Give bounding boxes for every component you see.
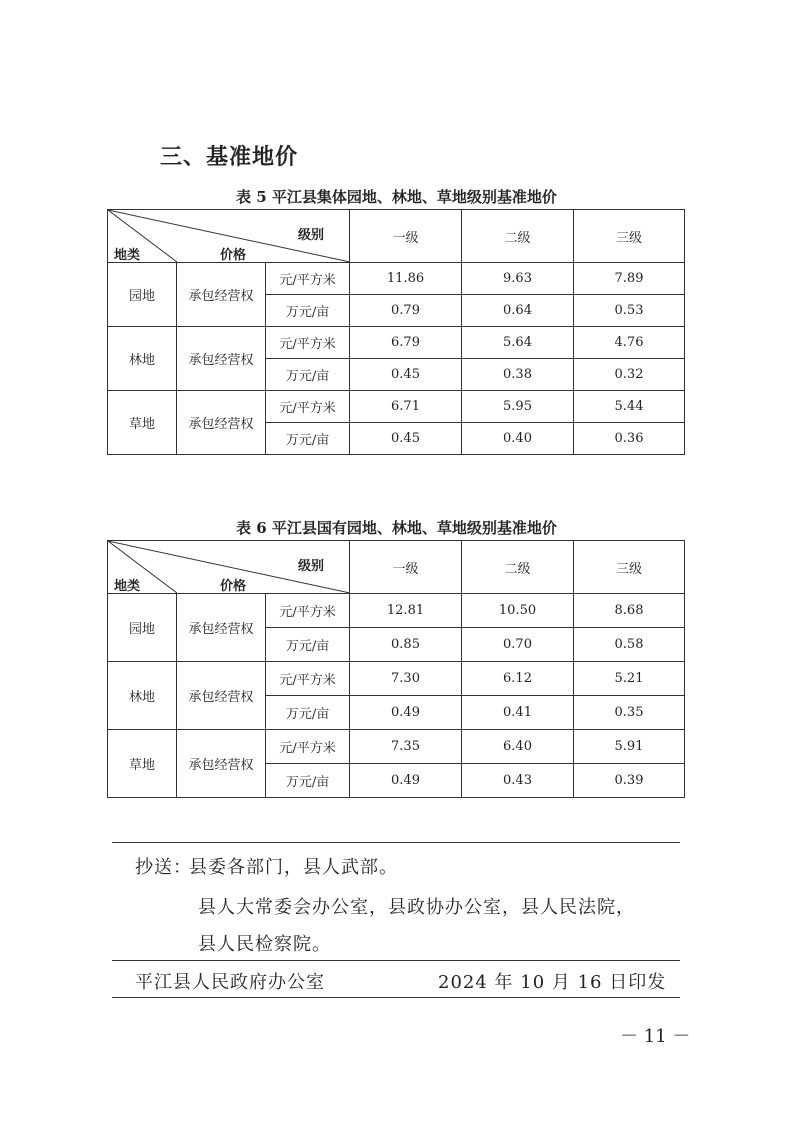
value-cell: 7.30 (350, 662, 462, 696)
value-cell: 0.70 (462, 628, 574, 662)
cc-label: 抄送： (135, 857, 192, 878)
grade-header-1: 一级 (350, 541, 462, 594)
value-cell: 0.49 (350, 764, 462, 798)
issue-date: 2024 年 10 月 16 日印发 (438, 972, 667, 993)
value-cell: 12.81 (350, 594, 462, 628)
value-cell: 6.40 (462, 730, 574, 764)
value-cell: 0.35 (574, 696, 685, 730)
value-cell: 0.49 (350, 696, 462, 730)
unit-cell: 元/平方米 (266, 662, 350, 696)
value-cell: 7.89 (574, 263, 685, 295)
header-land-label: 地类 (114, 248, 141, 263)
value-cell: 0.64 (462, 295, 574, 327)
unit-cell: 万元/亩 (266, 359, 350, 391)
page-number: － 11 － (620, 1026, 691, 1047)
header-land-label: 地类 (114, 579, 141, 594)
value-cell: 6.71 (350, 391, 462, 423)
table-row (108, 730, 685, 764)
table5-caption: 表 5 平江县集体园地、林地、草地级别基准地价 (236, 188, 557, 206)
table-row (108, 327, 685, 359)
grade-header-2: 二级 (462, 210, 574, 263)
cc-middle-rule (112, 960, 680, 961)
grade-header-2: 二级 (462, 541, 574, 594)
unit-cell: 元/平方米 (266, 730, 350, 764)
value-cell: 11.86 (350, 263, 462, 295)
cc-top-rule (112, 842, 680, 843)
right-type-cell: 承包经营权 (177, 263, 266, 327)
cc-line-2: 县人大常委会办公室，县政协办公室，县人民法院， (198, 897, 635, 918)
value-cell: 0.45 (350, 423, 462, 455)
value-cell: 0.45 (350, 359, 462, 391)
section-heading: 三、基准地价 (160, 145, 299, 170)
value-cell: 0.41 (462, 696, 574, 730)
land-type-cell: 园地 (108, 263, 177, 327)
value-cell: 8.68 (574, 594, 685, 628)
value-cell: 4.76 (574, 327, 685, 359)
grade-header-1: 一级 (350, 210, 462, 263)
header-price-label: 价格 (220, 248, 247, 263)
value-cell: 0.85 (350, 628, 462, 662)
footer-bottom-rule (112, 997, 680, 998)
value-cell: 0.40 (462, 423, 574, 455)
unit-cell: 万元/亩 (266, 764, 350, 798)
table5 (107, 209, 685, 455)
grade-header-3: 三级 (574, 541, 685, 594)
value-cell: 0.39 (574, 764, 685, 798)
value-cell: 0.32 (574, 359, 685, 391)
value-cell: 9.63 (462, 263, 574, 295)
unit-cell: 元/平方米 (266, 263, 350, 295)
right-type-cell: 承包经营权 (177, 391, 266, 455)
right-type-cell: 承包经营权 (177, 662, 266, 730)
header-corner-cell (108, 210, 350, 263)
value-cell: 0.53 (574, 295, 685, 327)
land-type-cell: 草地 (108, 391, 177, 455)
unit-cell: 元/平方米 (266, 327, 350, 359)
value-cell: 0.36 (574, 423, 685, 455)
table-header-row (108, 541, 685, 594)
value-cell: 0.38 (462, 359, 574, 391)
value-cell: 5.44 (574, 391, 685, 423)
land-type-cell: 林地 (108, 662, 177, 730)
unit-cell: 元/平方米 (266, 594, 350, 628)
cc-line-3: 县人民检察院。 (198, 934, 331, 955)
table-row (108, 594, 685, 628)
unit-cell: 万元/亩 (266, 295, 350, 327)
right-type-cell: 承包经营权 (177, 594, 266, 662)
unit-cell: 万元/亩 (266, 423, 350, 455)
header-grade-label: 级别 (298, 228, 325, 243)
value-cell: 5.64 (462, 327, 574, 359)
table-row (108, 662, 685, 696)
header-price-label: 价格 (220, 579, 247, 594)
table6-caption: 表 6 平江县国有园地、林地、草地级别基准地价 (236, 519, 557, 537)
value-cell: 0.79 (350, 295, 462, 327)
land-type-cell: 草地 (108, 730, 177, 798)
header-grade-label: 级别 (298, 559, 325, 574)
table-row (108, 391, 685, 423)
table-row (108, 263, 685, 295)
value-cell: 7.35 (350, 730, 462, 764)
value-cell: 5.91 (574, 730, 685, 764)
unit-cell: 万元/亩 (266, 696, 350, 730)
unit-cell: 元/平方米 (266, 391, 350, 423)
cc-line-1: 县委各部门，县人武部。 (189, 857, 398, 878)
value-cell: 6.79 (350, 327, 462, 359)
header-corner-cell (108, 541, 350, 594)
value-cell: 0.58 (574, 628, 685, 662)
value-cell: 5.21 (574, 662, 685, 696)
table6 (107, 540, 685, 798)
value-cell: 5.95 (462, 391, 574, 423)
value-cell: 10.50 (462, 594, 574, 628)
land-type-cell: 园地 (108, 594, 177, 662)
unit-cell: 万元/亩 (266, 628, 350, 662)
table-header-row (108, 210, 685, 263)
value-cell: 6.12 (462, 662, 574, 696)
right-type-cell: 承包经营权 (177, 730, 266, 798)
issuer-name: 平江县人民政府办公室 (135, 972, 325, 993)
right-type-cell: 承包经营权 (177, 327, 266, 391)
value-cell: 0.43 (462, 764, 574, 798)
grade-header-3: 三级 (574, 210, 685, 263)
land-type-cell: 林地 (108, 327, 177, 391)
